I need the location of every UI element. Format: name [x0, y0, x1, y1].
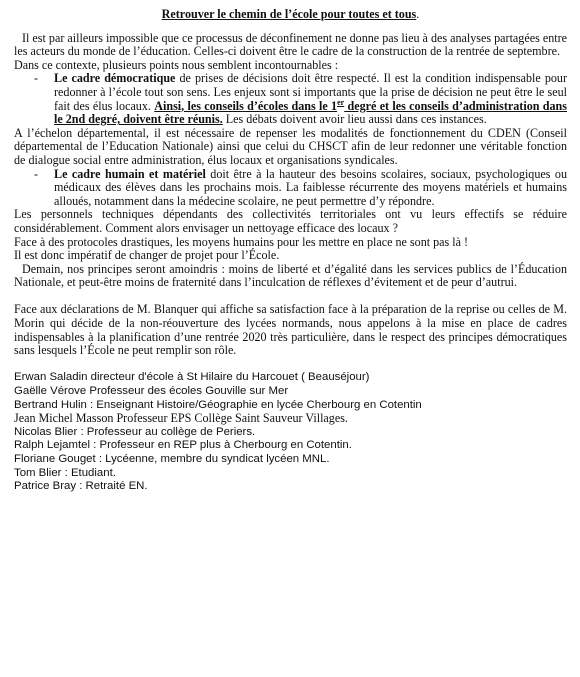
bullet-human-material-frame: [14, 168, 567, 209]
bullet-underlined-a: Ainsi, les conseils d’écoles dans le 1: [154, 98, 338, 113]
blanquer-paragraph: Face aux déclarations de M. Blanquer qui affiche sa satisfaction face à la préparation de la reprise ou celles de M. Morin qui décide de la non-réouverture des lycées normands, nous appelons à la mise en place de cadres indispensables à la planification d’une rentrée 2020 très particulière, dans le respect des principes démocratiques sans lesquels l’École ne peut remplir son rôle.: [14, 302, 567, 358]
document: [14, 8, 567, 494]
title-period: .: [416, 7, 420, 21]
personnels-paragraph: Les personnels techniques dépendants des collectivités territoriales ont vu leurs effectifs se réduire considérablement. Comment alors envisager un nettoyage efficace des locaux ?: [14, 207, 567, 235]
spacer: [14, 290, 567, 304]
signatory: Jean Michel Masson Professeur EPS Collège Saint Sauveur Villages.: [14, 411, 348, 426]
bullet-underlined-b: degré et les conseils d’administration dans le 2nd degré, doivent être réunis.: [54, 98, 567, 127]
signatory: Patrice Bray : Retraité EN.: [14, 480, 148, 493]
signatory: Ralph Lejamtel : Professeur en REP plus à Cherbourg en Cotentin.: [14, 439, 352, 452]
document-title: [14, 8, 567, 22]
bullet-dash: -: [34, 166, 39, 181]
bullet-text-b: Les débats doivent avoir lieu aussi dans ces instances.: [222, 112, 487, 127]
bullet-dash: -: [34, 71, 39, 86]
context-paragraph: Dans ce contexte, plusieurs points nous semblent incontournables :: [14, 57, 339, 72]
intro-paragraph: Il est par ailleurs impossible que ce processus de déconfinement ne donne pas lieu à des analyses partagées entre les acteurs du monde de l’éducation. Celles-ci doivent être le cadre de la construction de la rentrée de septembre.: [14, 30, 567, 59]
signatory: Floriane Gouget : Lycéenne, membre du syndicat lycéen MNL.: [14, 453, 330, 465]
spacer: [14, 358, 567, 372]
signatory: Nicolas Blier : Professeur au collège de Periers.: [14, 425, 256, 438]
protocoles-paragraph: Face à des protocoles drastiques, les moyens humains pour les mettre en place ne sont pas là !: [14, 234, 469, 249]
demain-paragraph: Demain, nos principes seront amoindris : moins de liberté et d’égalité dans les services publics de l’Éducation Nationale, et peut-être moins de fraternité dans l’inculcation de réflexes d’évitement et de peur d’autrui.: [14, 261, 567, 290]
signatory: Erwan Saladin directeur d'école à St Hilaire du Harcouet ( Beauséjour): [14, 371, 370, 384]
bullet-democratic-frame: [14, 72, 567, 126]
signatory: Tom Blier : Etudiant.: [14, 466, 116, 479]
bullet-text-a: de prises de décisions doit être respecté. Il est la condition indispensable pour redonner à l’école tout son sens. Les enjeux sont si importants que la prise de décision ne peut être le seul fait des élus locaux.: [54, 71, 568, 113]
bullet-underlined-sup: er: [337, 97, 345, 107]
signatory: Gaëlle Vérove Professeur des écoles Gouville sur Mer: [14, 385, 289, 398]
bullet-lead-democratic: Le cadre démocratique: [54, 71, 176, 86]
title-text: Retrouver le chemin de l’école pour toutes et tous: [161, 7, 417, 21]
bullet-lead-human: Le cadre humain et matériel: [54, 166, 206, 181]
bullet2-text: doit être à la hauteur des besoins scolaires, sociaux, psychologiques ou médicaux des élèves dans les prochains mois. La faiblesse récurrente des moyens matériels et humains alloués, notamment dans la médecine scolaire, ne peut permettre d’y répondre.: [54, 166, 568, 208]
imperatif-paragraph: Il est donc impératif de changer de projet pour l’École.: [14, 248, 280, 263]
signatories-list: [14, 371, 567, 493]
cden-paragraph: A l’échelon départemental, il est nécessaire de repenser les modalités de fonctionnement du CDEN (Conseil départemental de l’Education Nationale) ainsi que celui du CHSCT afin de leur redonner une véritable fonction de dialogue social entre administration, élus locaux et organisations syndicales.: [14, 125, 567, 167]
signatory: Bertrand Hulin : Enseignant Histoire/Géographie en lycée Cherbourg en Cotentin: [14, 398, 422, 411]
